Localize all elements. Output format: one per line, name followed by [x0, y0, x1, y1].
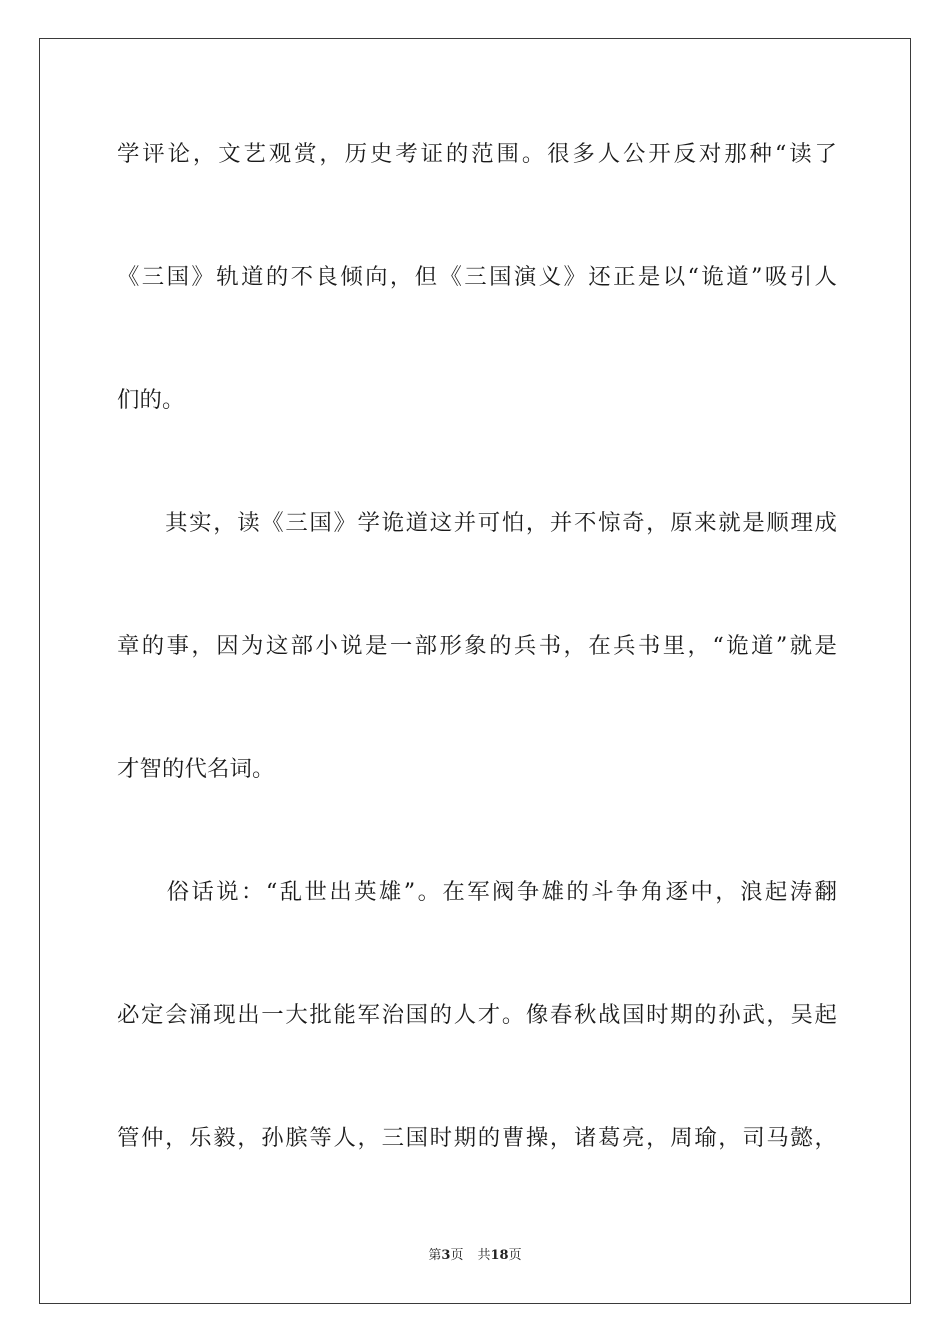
page-number-label: 第3页	[428, 1248, 464, 1263]
body-line-1: 学评论，文艺观赏，历史考证的范围。很多人公开反对那种“读了	[117, 141, 837, 167]
page-footer	[0, 1247, 950, 1265]
body-line-5: 章的事，因为这部小说是一部形象的兵书，在兵书里，“诡道”就是	[117, 633, 837, 659]
body-line-8: 必定会涌现出一大批能军治国的人才。像春秋战国时期的孙武，吴起	[117, 1002, 837, 1028]
total-pages-label: 共18页	[477, 1248, 522, 1263]
body-line-2: 《三国》轨道的不良倾向，但《三国演义》还正是以“诡道”吸引人	[117, 264, 837, 290]
body-line-9: 管仲，乐毅，孙膑等人，三国时期的曹操，诸葛亮，周瑜，司马懿，	[117, 1125, 837, 1151]
body-line-3: 们的。	[117, 387, 185, 413]
page-border	[39, 38, 911, 1304]
body-line-4: 其实，读《三国》学诡道这并可怕，并不惊奇，原来就是顺理成	[117, 510, 837, 536]
body-line-6: 才智的代名词。	[117, 756, 275, 782]
body-line-7: 俗话说：“乱世出英雄”。在军阀争雄的斗争角逐中，浪起涛翻	[117, 879, 837, 905]
